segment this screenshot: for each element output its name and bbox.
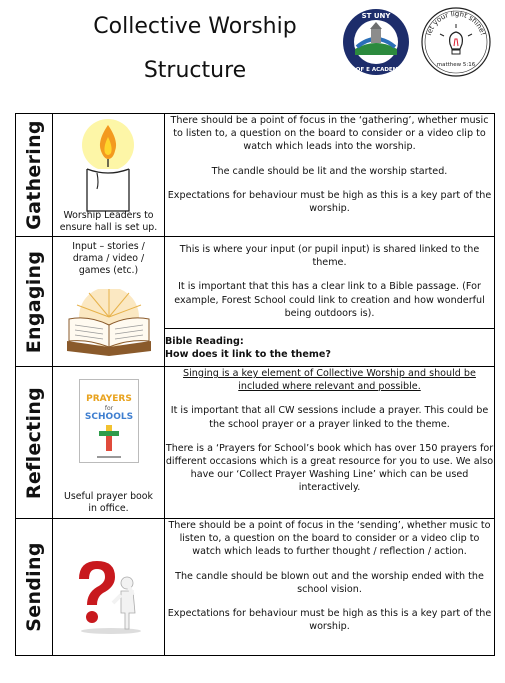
worship-structure-table (15, 113, 495, 656)
question-mark-figure-icon (71, 557, 147, 635)
candle-icon (75, 117, 141, 213)
sending-paragraph-2: The candle should be blown out and the worship ended with the school vision. (175, 570, 484, 595)
caption-reflecting: Useful prayer book in office. (64, 491, 153, 514)
reflecting-paragraph-1: Singing is a key element of Collective Worship and should be included where relevant and possible. (183, 368, 476, 393)
page-title-line-1: Collective Worship (93, 14, 297, 39)
motto-reference: matthew 5:16 (436, 62, 476, 68)
section-label-reflecting: Reflecting (23, 386, 45, 499)
label-cell-engaging (16, 237, 53, 367)
label-cell-sending (16, 519, 53, 656)
book-title-3: SCHOOLS (84, 412, 134, 422)
gathering-paragraph-1: There should be a point of focus in the ‘gathering’, whether music to listen to, a question on the board to consider or a video clip to watch which leads into the worship. (170, 115, 489, 153)
book-title-1: PRAYERS (86, 394, 132, 404)
row-sending (16, 519, 495, 656)
bible-reading-title: Bible Reading: (165, 336, 244, 347)
section-label-sending: Sending (23, 542, 45, 632)
school-logo-top-text: ST UNY (361, 12, 391, 20)
school-logo (341, 7, 411, 77)
engaging-paragraph-1: This is where your input (or pupil input) is shared linked to the theme. (179, 244, 480, 269)
text-cell-sending (165, 519, 495, 656)
engaging-paragraph-2: It is important that this has a clear link to a Bible passage. (For example, Forest School could link to creation and how wonderful being outdoors is). (174, 281, 485, 319)
motto-logo (420, 6, 492, 78)
image-cell-reflecting (53, 367, 165, 519)
row-reflecting (16, 367, 495, 519)
sending-paragraph-3: Expectations for behaviour must be high as this is a key part of the worship. (167, 608, 492, 633)
image-cell-gathering (53, 114, 165, 237)
label-cell-gathering (16, 114, 53, 237)
sending-paragraph-1: There should be a point of focus in the ‘sending’, whether music to listen to, a question on the board to consider or a video clip to watch which leads to further thought / reflection / action. (168, 520, 491, 558)
text-cell-gathering (165, 114, 495, 237)
label-cell-reflecting (16, 367, 53, 519)
school-logo-bottom-text: C OF E ACADEMY (349, 67, 403, 73)
book-title-2: for (104, 405, 114, 412)
section-label-gathering: Gathering (23, 120, 45, 230)
motto-text: let your light shine! (424, 9, 488, 37)
page-title-line-2: Structure (143, 58, 247, 83)
row-gathering (16, 114, 495, 237)
open-bible-icon (59, 289, 159, 359)
reflecting-paragraph-3: There is a ‘Prayers for School’s book which has over 150 prayers for different occasions which is a great resource for you to use. We also have our ‘Collect Prayer Washing Line’ which can be used interactively. (165, 442, 494, 494)
bible-reading-cell (165, 329, 495, 367)
image-cell-engaging (53, 237, 165, 367)
caption-gathering: Worship Leaders to ensure hall is set up. (59, 210, 158, 233)
prayer-book-icon (79, 379, 139, 463)
gathering-paragraph-3: Expectations for behaviour must be high as this is a key part of the worship. (167, 189, 492, 215)
caption-engaging: Input – stories / drama / video / games (etc.) (72, 241, 145, 276)
text-cell-engaging (165, 237, 495, 329)
row-engaging (16, 237, 495, 329)
bible-reading-question: How does it link to the theme? (165, 349, 331, 361)
section-label-engaging: Engaging (23, 250, 45, 353)
gathering-paragraph-2: The candle should be lit and the worship started. (211, 165, 448, 177)
image-cell-sending (53, 519, 165, 656)
text-cell-reflecting (165, 367, 495, 519)
reflecting-paragraph-2: It is important that all CW sessions include a prayer. This could be the school prayer or a prayer linked to the theme. (170, 405, 489, 430)
